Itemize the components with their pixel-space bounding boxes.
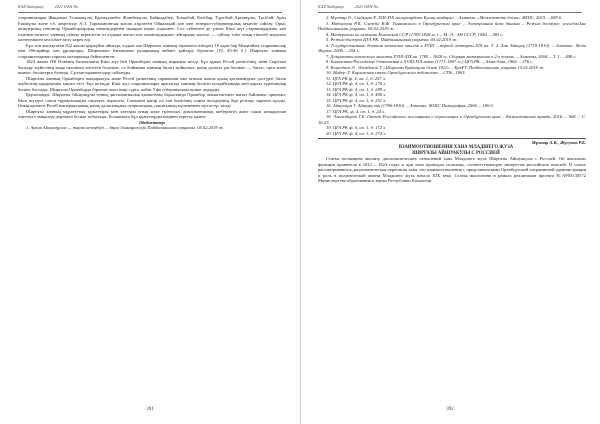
page-number-left: 391	[146, 407, 154, 412]
reference-item: 5. Режим доступа ЦГА РК. Пайдаланылған уақыты: 05.02.2019 ж.	[326, 37, 458, 42]
reference-item: 17. ЦГА РК, ф. 4, оп. 1, д. 24 л.	[326, 108, 386, 114]
paragraph: Бұл хан жасақтаған 822 жылы қыркүйек айында, алдын ала Ширғазы ханның тарихына өзіндегі 18 адам бар Мыңғайлы старшиналар мен Әбілқайыр хан ұрпақтары, Ширғазыға бағынатын руларының кейінгі қайтару берілген [19, 45-46 б.]. Ширғазы ханның старшиналармен тарихы хаттарында бейнеленген.	[18, 42, 286, 59]
reference-item: 16. Айшуақов Т. Айшуақ хан (1786-1810). – Алматы: ЖШС Полиграфия, 2006. – 180 б.	[326, 103, 494, 108]
reference-item: 14. ЦГА РК ф. 4, оп. 1, д. 496 л.	[326, 92, 387, 97]
journal-name: KAZ Хабарлар	[318, 4, 344, 9]
page-header-left	[18, 4, 282, 13]
reference-item: 11. ЦГА РК ф. 4, оп. 1, д. 257 л.	[326, 75, 386, 81]
section-divider	[318, 138, 586, 139]
page-header-right	[318, 4, 582, 13]
paragraph: Ширғазы ханның Орынборға шақырылуы және Ресей үкіметінің тарапынан хан атағын жоюы қазақ қоғамындағы дәстүрлі билік жүйесінің ыдырауына ықпал етті. Бұл кезеңде Кіші жүз старшиналары арасында ханның билігін қолдайтындар мен қарсы тұратындар бөліне бастады. Ширғазы Орынборда бірнеше жыл өмір сүріп, кейін Уфа губерниясына қоныс аударды.	[18, 75, 286, 92]
references-title: Әдебиеттер:	[138, 119, 166, 125]
article-abstract: Статья посвящена анализу дипломатических отношений хана Младшего жуза Ширгазы Айшуакулы с Россией. Он выполнял функции правителя в 1812 – 1824 годах и при этом проводил политику, соответствующую интересам российских властей. В статье рассматриваются дипломатическая переписка хана, его взаимоотношения с представителями Оренбургской пограничной администрации и роль в политической жизни Младшего жуза начала XIX века. Статья выполнена в рамках реализации проекта №АР05130572 Министерства образования и науки Республики Казахстан.	[318, 156, 586, 184]
article-author: Мұхтар А.К., Жүсупов Р.Б.	[531, 139, 586, 145]
article-title-line-2: ШИРГАЗЫ АЙШУАКУЛЫ С РОССИЕЙ	[412, 150, 500, 156]
reference-item: 1. Архив Айшуақұлов — тарих кезеңдері. – https://каzаqtar.info Пайдаланылған уақыты: 05.02.2019 ж.	[26, 125, 225, 130]
paragraph: старшиналары Жақызын Тәлмашұлы, Құлмұхамбет Жәнібекұлы, Байқыдабек, Тоғызбай, Көтібар, Тұрғібай Арғынұлы, Тұсібай, Арал Ешімұлы және т.б. кеңесінде А.З. Тарихыновтың жасап әзірлеген Ойқалақай хан мен генерал-губернаторлық кеңесін сайлау. Орыс өкімдерінің сеновтар Орынборлардың шешімдерінен шыққан көріп алдымен. Сол себептен де үлкен Кіші жүз старшиндарына хан ісімінен немесе ханның сайлау керектігін өз алдына жасап ала алмағандықтан, айтарлық мәселе — сайлау ісіне оның тікелей жауапты шенеунікпен келісімге келу керек еді.	[18, 15, 286, 42]
right-page	[300, 0, 600, 424]
paragraph: 1824 жылы ПК Өлкенің басшылығы Кіші жүз бен Орынборға ханның жарлығы келді. Бұл құжат Ресей үкіметінің, яғни Сырттан басқару жүйесінің жаңа нысанын енгізген болатын, ол бойынша ханның билігі жойылып, қазақ даласы үш бөлікке — батыс, орта және шығыс бөліктерге бөлінді. Сұлтан-правителдер сайланды.	[18, 59, 286, 75]
reference-item: 10. Майер Л. Киргизская степь Оренбургского ведомства. – СПб., 1865.	[326, 70, 466, 75]
journal-issue: 2021 ISSN No	[54, 4, 79, 9]
page-number-right: 392	[446, 407, 454, 412]
reference-item: 3. Набиуллин Р.К. Служба В.Ф. Тимковского в Оренбургском крае – Электронная база данных – Режим доступа: www.hist.kaz Пайдаланылған уақыты: 05.02.2019 ж.	[318, 20, 586, 31]
reference-item: 13. ЦГА РК ф. 4, оп. 1, д. 289 л.	[326, 86, 387, 92]
paragraph: Қорытынды: Ширғазы Айшуақұлы өзінің дипломатиялық қызметінің барысында Орынбор әкімшілігімен тығыз байланыс орнатып, Кіші жүздегі саяси тұрақтылықты сақтауға тырысты. Сонымен қатар ол хан билігінің соңғы өкілдерінің бірі ретінде тарихта қалды. Оның қызметі Ресей империясының қазақ даласындағы отаршылдық саясатының күшеюімен тұспа-тұс келді.	[18, 92, 286, 108]
right-page-body	[318, 15, 586, 402]
article-title-line-1: ВЗАИМООТНОШЕНИЯ ХАНА МЛАДШЕГО ЖУЗА	[398, 145, 514, 151]
reference-item: 19. ЦГА РК ф. 4, оп. 1, д. 172 л.	[326, 125, 387, 130]
reference-item: 2. Мұхтар Ә., Сыдықов Е. XIII-XIX ғасырлардағы Қазақ хандары. – Алматы: «Мемлекеттік баспа» ЖШС, 2015. – 688 б.	[326, 15, 563, 20]
reference-item: 12. ЦГА РК ф. 4, оп. 1, д. 276 л.	[326, 81, 387, 86]
reference-item: 9. Кеңесбаев Ә., Әлімбеков Т. «Ширғазы Қайыпұлы білімі 1823» – ҚазҰУ. Пайдаланылған уақыты 15.02.2019 ж.	[326, 64, 545, 70]
reference-item: 4. Материалы по истории Казахской ССР (1785-1828 гг.). – М.-Л.: АН СССР, 1940. – 583 с.	[326, 31, 504, 37]
reference-item: 20. ЦГА РК ф. 4, оп. 1, д. 274 л.	[326, 130, 387, 136]
reference-item: 7. Документы казахского ханства XVIII-XIX вв. 1785 – 1828 гг. Сборник материалов в 2-х томах. – Алматы, 2004. – Т. 1. – 408 с.	[326, 53, 577, 59]
reference-item: 15. ЦГА РК ф. 4, оп. 1, д. 251 л.	[326, 97, 387, 103]
reference-item: 6. Государственные деятели казахских ханств в XVIII – первой четверти XIX вв. Т. 2. Хан Айшуақ (1719-1810). – Алматы: Жеті Жарғы, 2006. – 254 с.	[318, 42, 586, 53]
journal-name: KAZ Хабарлар	[18, 4, 44, 9]
reference-item: 8. Казахстан-Российские Отношения в XVIII-XIX веках (1771-1867 гг.) ЦГА РК. – Алма-Ата, 1964. – 576 с.	[326, 59, 534, 64]
reference-item: 18. Эльгиздаров Г.Б. Отчет Российского посланника о переговорах в Оренбургском крае – Казахстанская правда, 2016. – №8. – С. 16-25.	[318, 114, 586, 125]
paragraph: Ширғазы ханның мұрағаттық құжаттары мен хаттары оның жеке тұлғасын, дипломатиялық шеберлігін және саяси көзқарасын зерттеуге маңызды дереккөз болып табылады. Болашақта бұл құжаттарды кеңінен зерттеу қажет.	[18, 108, 286, 119]
journal-issue: 2021 ISSN No	[354, 4, 379, 9]
left-page-body	[18, 15, 286, 402]
